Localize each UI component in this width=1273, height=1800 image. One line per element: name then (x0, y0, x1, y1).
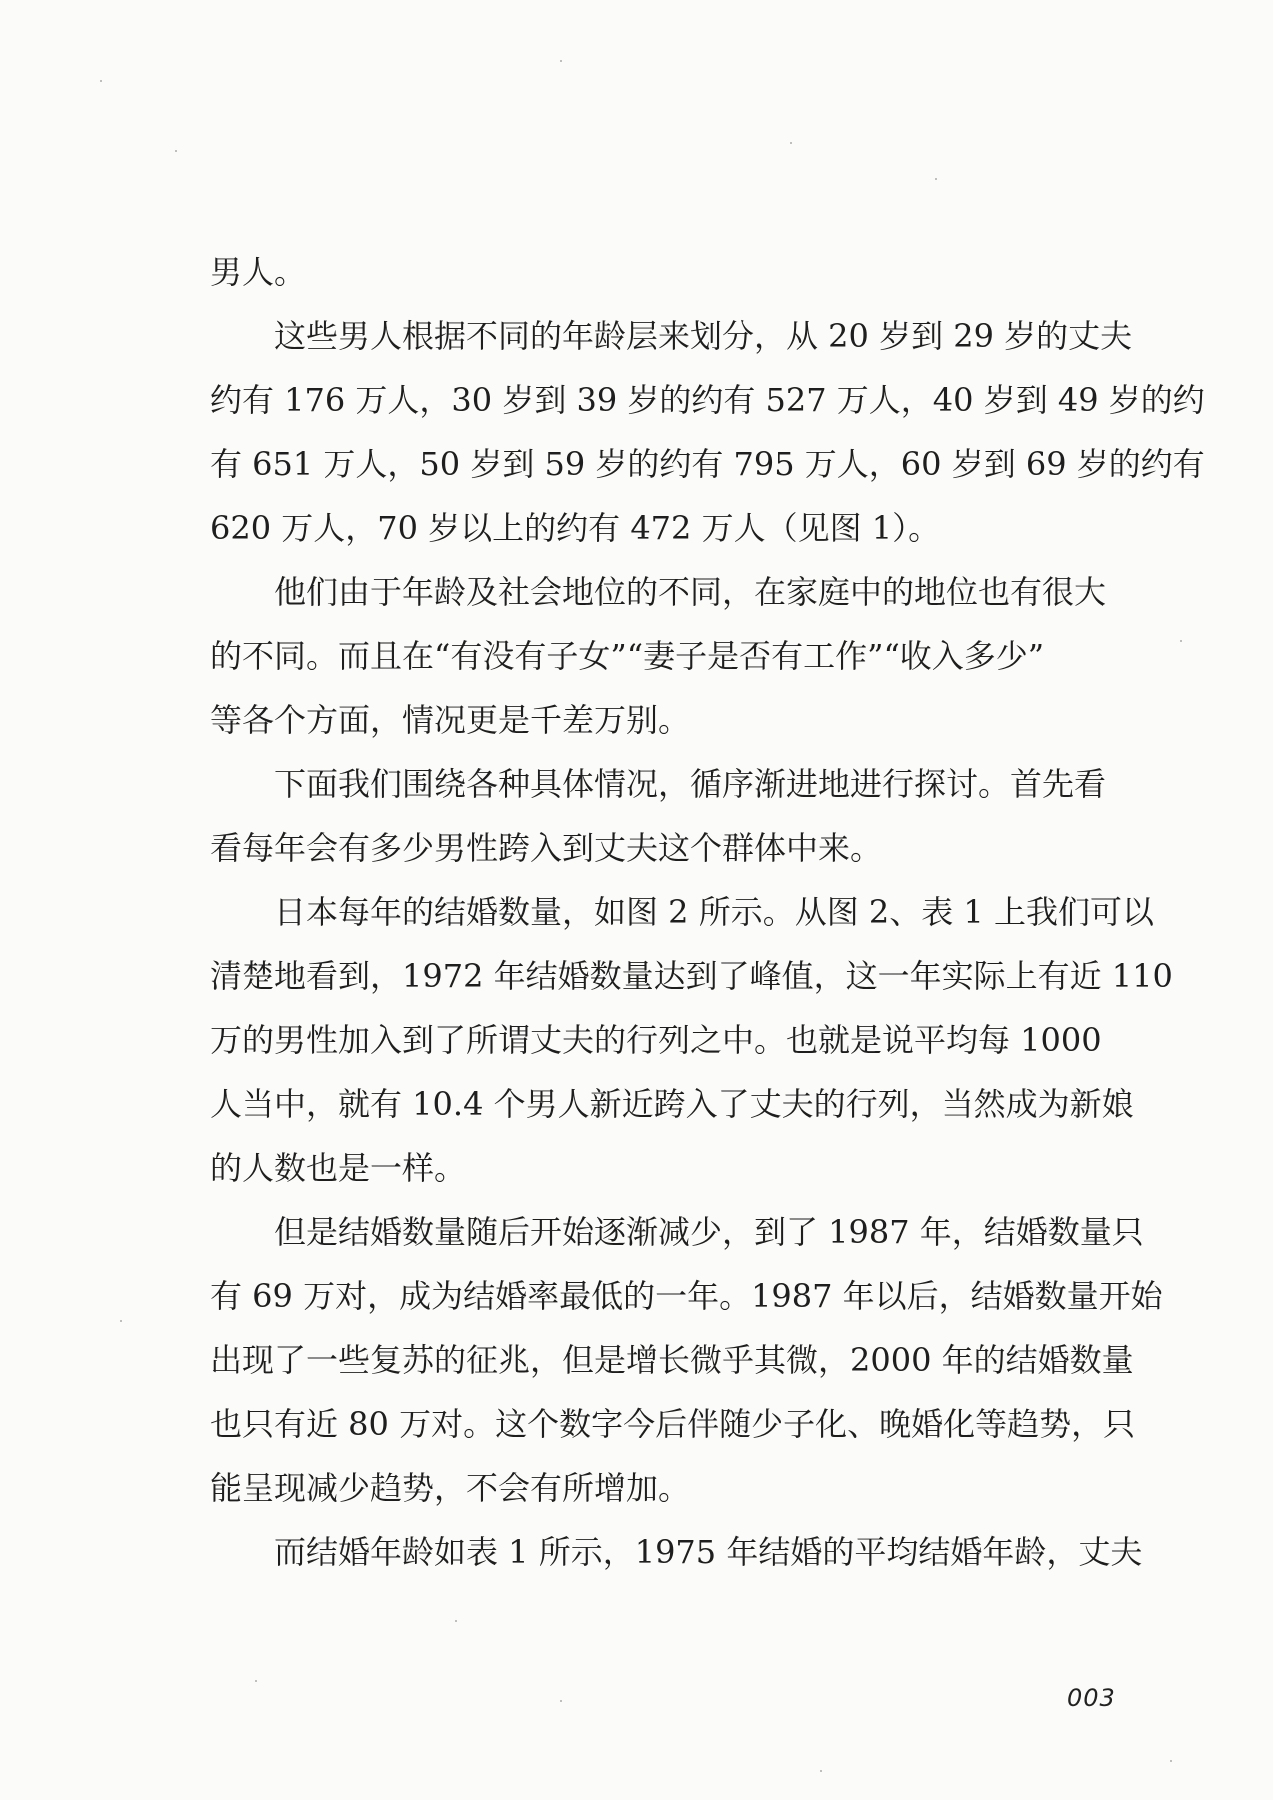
paragraph (210, 880, 1173, 1200)
text-line: 男人。 (210, 253, 307, 291)
text-line: 他们由于年龄及社会地位的不同，在家庭中的地位也有很大 (274, 573, 1107, 611)
text-line: 出现了一些复苏的征兆，但是增长微乎其微，2000 年的结婚数量 (210, 1341, 1134, 1379)
text-line: 清楚地看到，1972 年结婚数量达到了峰值，这一年实际上有近 110 (210, 957, 1173, 995)
text-line: 这些男人根据不同的年龄层来划分，从 20 岁到 29 岁的丈夫 (274, 317, 1133, 355)
paragraph (210, 304, 1205, 560)
paragraph (210, 1520, 1143, 1584)
scan-speck (100, 80, 102, 82)
scan-speck (560, 60, 562, 62)
paragraph (210, 240, 1125, 304)
scan-speck (1180, 640, 1182, 642)
page-number: 003 (1067, 1684, 1116, 1712)
scan-speck (560, 1700, 562, 1702)
paragraph (210, 560, 1125, 752)
text-line: 但是结婚数量随后开始逐渐减少，到了 1987 年，结婚数量只 (274, 1213, 1144, 1251)
scan-speck (1170, 1760, 1172, 1762)
text-line: 有 69 万对，成为结婚率最低的一年。1987 年以后，结婚数量开始 (210, 1277, 1163, 1315)
scan-speck (820, 1770, 822, 1772)
text-line: 的人数也是一样。 (210, 1149, 467, 1187)
text-line: 日本每年的结婚数量，如图 2 所示。从图 2、表 1 上我们可以 (274, 893, 1154, 931)
scan-speck (175, 150, 177, 152)
scan-speck (120, 1320, 122, 1322)
text-line: 约有 176 万人，30 岁到 39 岁的约有 527 万人，40 岁到 49 岁的约 (210, 381, 1205, 419)
scan-speck (935, 178, 937, 180)
text-line: 下面我们围绕各种具体情况，循序渐进地进行探讨。首先看 (274, 765, 1107, 803)
scan-speck (255, 1680, 257, 1682)
text-line: 的不同。而且在“有没有子女”“妻子是否有工作”“收入多少” (210, 637, 1045, 675)
text-line: 620 万人，70 岁以上的约有 472 万人（见图 1）。 (210, 509, 941, 547)
text-line: 而结婚年龄如表 1 所示，1975 年结婚的平均结婚年龄，丈夫 (274, 1533, 1143, 1571)
body-text (210, 240, 1205, 1584)
paragraph (210, 1200, 1163, 1520)
text-line: 有 651 万人，50 岁到 59 岁的约有 795 万人，60 岁到 69 岁的约有 (210, 445, 1205, 483)
text-line: 看每年会有多少男性跨入到丈夫这个群体中来。 (210, 829, 883, 867)
scan-speck (455, 1620, 457, 1622)
text-line: 等各个方面，情况更是千差万别。 (210, 701, 691, 739)
text-line: 能呈现减少趋势，不会有所增加。 (210, 1469, 691, 1507)
text-line: 万的男性加入到了所谓丈夫的行列之中。也就是说平均每 1000 (210, 1021, 1102, 1059)
paragraph (210, 752, 1125, 880)
text-line: 也只有近 80 万对。这个数字今后伴随少子化、晚婚化等趋势，只 (210, 1405, 1136, 1443)
scan-speck (790, 142, 792, 144)
text-line: 人当中，就有 10.4 个男人新近跨入了丈夫的行列，当然成为新娘 (210, 1085, 1134, 1123)
